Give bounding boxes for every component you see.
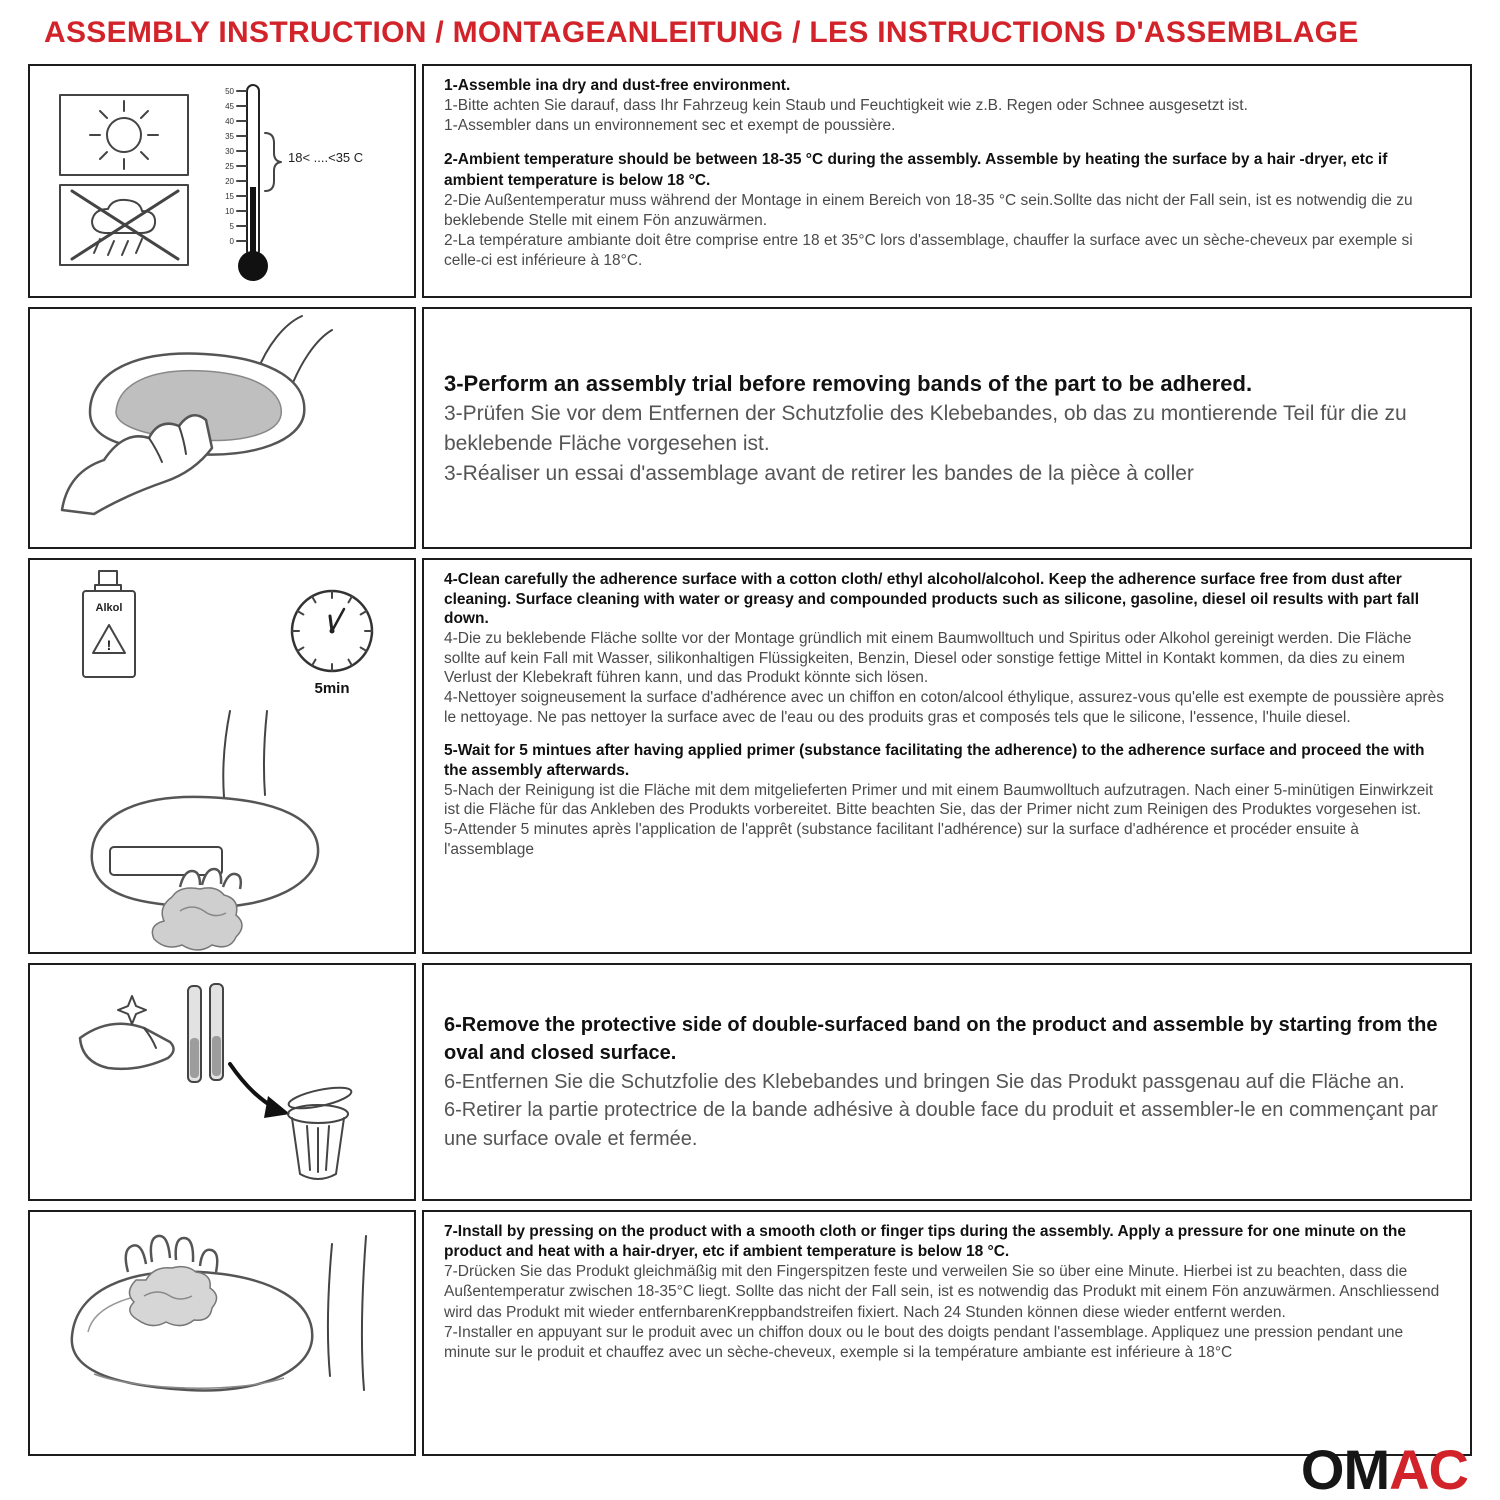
alcohol-bottle-icon [83,571,135,677]
svg-text:45: 45 [225,102,234,111]
svg-text:!: ! [106,637,112,653]
remove-band-illustration [32,968,412,1196]
range-bracket [265,133,281,191]
instruction-paragraph: 7-Install by pressing on the product with a smooth cloth or finger tips during the assembly. Apply a pressure for one minute on the product and heat with a hair-dryer, etc if ambient temperature is below 18 °C. [444,1223,1406,1261]
illustration-remove-band [28,963,416,1201]
instruction-paragraph: 2-Ambient temperature should be between 18-35 °C during the assembly. Assemble by heating the surface by a hair -dryer, etc if ambient temperature is below 18 °C. [444,151,1388,189]
row-clean-primer [28,558,1472,954]
warning-icon [93,625,125,653]
svg-text:0: 0 [229,237,234,246]
omac-logo [1300,1438,1468,1500]
instruction-paragraph: 2-Die Außentemperatur muss während der Montage in einem Bereich von 18-35 °C sein.Sollte das nicht der Fall sein, ist es notwendig die zu beklebende Stelle mit einem Fön anzuwärmen. [444,191,1413,229]
environment-temperature-illustration [32,69,412,293]
text-remove-band [422,963,1472,1201]
omac-logo-black: OM [1300,1438,1390,1500]
text-environment-temperature [422,64,1472,298]
instruction-paragraph: 3-Réaliser un essai d'assemblage avant de retirer les bandes de la pièce à coller [444,461,1194,485]
row-assembly-trial [28,307,1472,549]
press-install-illustration [32,1214,412,1452]
illustration-assembly-trial [28,307,416,549]
mirror-arm-icon [328,1236,366,1390]
instruction-rows [28,64,1472,1456]
svg-text:25: 25 [225,162,234,171]
svg-text:15: 15 [225,192,234,201]
instruction-paragraph: 2-La température ambiante doit être comprise entre 18 et 35°C lors d'assemblage, chauffer la surface avec un sèche-cheveux par exemple si celle-ci est inférieure à 18°C. [444,231,1413,270]
no-rain-icon [60,185,188,265]
illustration-environment-temperature [28,64,416,298]
instruction-paragraph: 5-Wait for 5 mintues after having applied primer (substance facilitating the adherence) to the adherence surface and proceed the with the assembly afterwards. [444,742,1425,780]
instruction-paragraph: 3-Prüfen Sie vor dem Entfernen der Schutzfolie des Klebebandes, ob das zu montierende Teil für die zu beklebende Fläche vorgesehen ist. [444,401,1407,455]
instruction-paragraph: 1-Assemble ina dry and dust-free environment. [444,77,791,94]
svg-text:40: 40 [225,117,234,126]
instruction-paragraph: 6-Remove the protective side of double-surfaced band on the product and assemble by starting from the oval and closed surface. [444,1014,1438,1065]
thermometer-icon [225,85,363,281]
bottle-label: Alkol [95,602,123,614]
instruction-paragraph: 5-Attender 5 minutes après l'application de l'apprêt (substance facilitant l'adhérence) sur la surface d'adhérence et procéder ensuite à l'assemblage [444,821,1359,858]
svg-text:5: 5 [229,222,234,231]
mirror-cleaning-icon [92,711,318,950]
instruction-paragraph: 6-Retirer la partie protectrice de la bande adhésive à double face du produit et assembler-le en commençant par une surface ovale et fermée. [444,1099,1438,1150]
instruction-paragraph: 4-Nettoyer soigneusement la surface d'adhérence avec un chiffon en coton/alcool éthylique, assurez-vous qu'elle est exempte de poussière après le nettoyage. Ne pas nettoyer la surface avec de l'eau ou des produits gras et composés tels que le silicone, l'essence, l'huile diesel. [444,689,1444,726]
hand-icon [80,1024,174,1069]
text-press-install [422,1210,1472,1456]
cleaning-illustration [32,561,412,951]
svg-text:35: 35 [225,132,234,141]
instruction-paragraph: 1-Assembler dans un environnement sec et exempt de poussière. [444,117,896,135]
svg-text:10: 10 [225,207,234,216]
instruction-paragraph: 7-Installer en appuyant sur le produit avec un chiffon doux ou le bout des doigts pendant l'assemblage. Appliquez une pression pendant une minute sur le produit et chauffez avec un sèche-cheveux, exemple si la température ambiante est inférieure à 18°C [444,1323,1404,1361]
instruction-paragraph: 3-Perform an assembly trial before removing bands of the part to be adhered. [444,370,1253,396]
instruction-paragraph: 1-Bitte achten Sie darauf, dass Ihr Fahrzeug kein Staub und Feuchtigkeit wie z.B. Regen oder Schnee ausgesetzt ist. [444,97,1248,115]
instruction-paragraph: 6-Entfernen Sie die Schutzfolie des Klebebandes und bringen Sie das Produkt passgenau auf die Fläche an. [444,1070,1405,1093]
clock-label: 5min [314,680,350,697]
row-press-install [28,1210,1472,1456]
clock-icon [292,591,372,671]
thermometer-scale [225,87,246,246]
illustration-press-install [28,1210,416,1456]
text-clean-primer [422,558,1472,954]
temp-range-label: 18< ....<35 C [288,150,364,165]
instruction-paragraph: 5-Nach der Reinigung ist die Fläche mit dem mitgelieferten Primer und mit einem Baumwolltuch aufzutragen. Nach einer 5-minütigen Einwirkzeit ist die Fläche für das Ankleben des Produkts vorbereitet. Bitte beachten Sie, das der Primer nicht zum Reinigen des Produktes vorgesehen ist. [444,781,1434,819]
page-title: ASSEMBLY INSTRUCTION / MONTAGEANLEITUNG / LES INSTRUCTIONS D'ASSEMBLAGE [44,16,1359,49]
arrow-icon [230,1064,290,1118]
tape-strips-icon [188,984,223,1082]
row-remove-band [28,963,1472,1201]
omac-logo-red: AC [1389,1438,1468,1500]
trash-icon [287,1084,353,1179]
illustration-clean-primer [28,558,416,954]
svg-text:30: 30 [225,147,234,156]
instruction-paragraph: 4-Clean carefully the adherence surface with a cotton cloth/ ethyl alcohol/alcohol. Keep the adherence surface free from dust after cleaning. Surface cleaning with water or greasy and compounded products such as silicone, gasoline, diesel oil results with part fall down. [444,571,1420,628]
mirror-trial-illustration [32,310,412,546]
svg-text:20: 20 [225,177,234,186]
text-assembly-trial [422,307,1472,549]
instruction-paragraph: 7-Drücken Sie das Produkt gleichmäßig mit den Fingerspitzen feste und verweilen Sie so über eine Minute. Hierbei ist zu beachten, dass die Außentemperatur zwischen 18-35°C liegt. Sollte das nicht der Fall sein, ist es notwendig das Produkt mit einem Fön anzuwärmen. Anschliessend wird das Produkt mit wieder entfernbarenKreppbandstreifen fixiert. Nach 24 Stunden können diese wieder entfernt werden. [444,1263,1440,1321]
sparkle-icon [118,996,146,1024]
svg-text:50: 50 [225,87,234,96]
row-environment-temperature [28,64,1472,298]
hand-fingers-icon [126,1236,217,1272]
instruction-paragraph: 4-Die zu beklebende Fläche sollte vor der Montage gründlich mit einem Baumwolltuch und Spiritus oder Alkohol gereinigt werden. Die Fläche sollte auf kein Fall mit Wasser, silikonhaltigen Flüssigkeiten, Benzin, Diesel oder sonstige fettige Mittel in Kontakt kommen, da dies zu einem Verlust der Klebekraft führen kann, und das Produkt könnte sich lösen. [444,630,1412,687]
sun-icon [60,95,188,175]
